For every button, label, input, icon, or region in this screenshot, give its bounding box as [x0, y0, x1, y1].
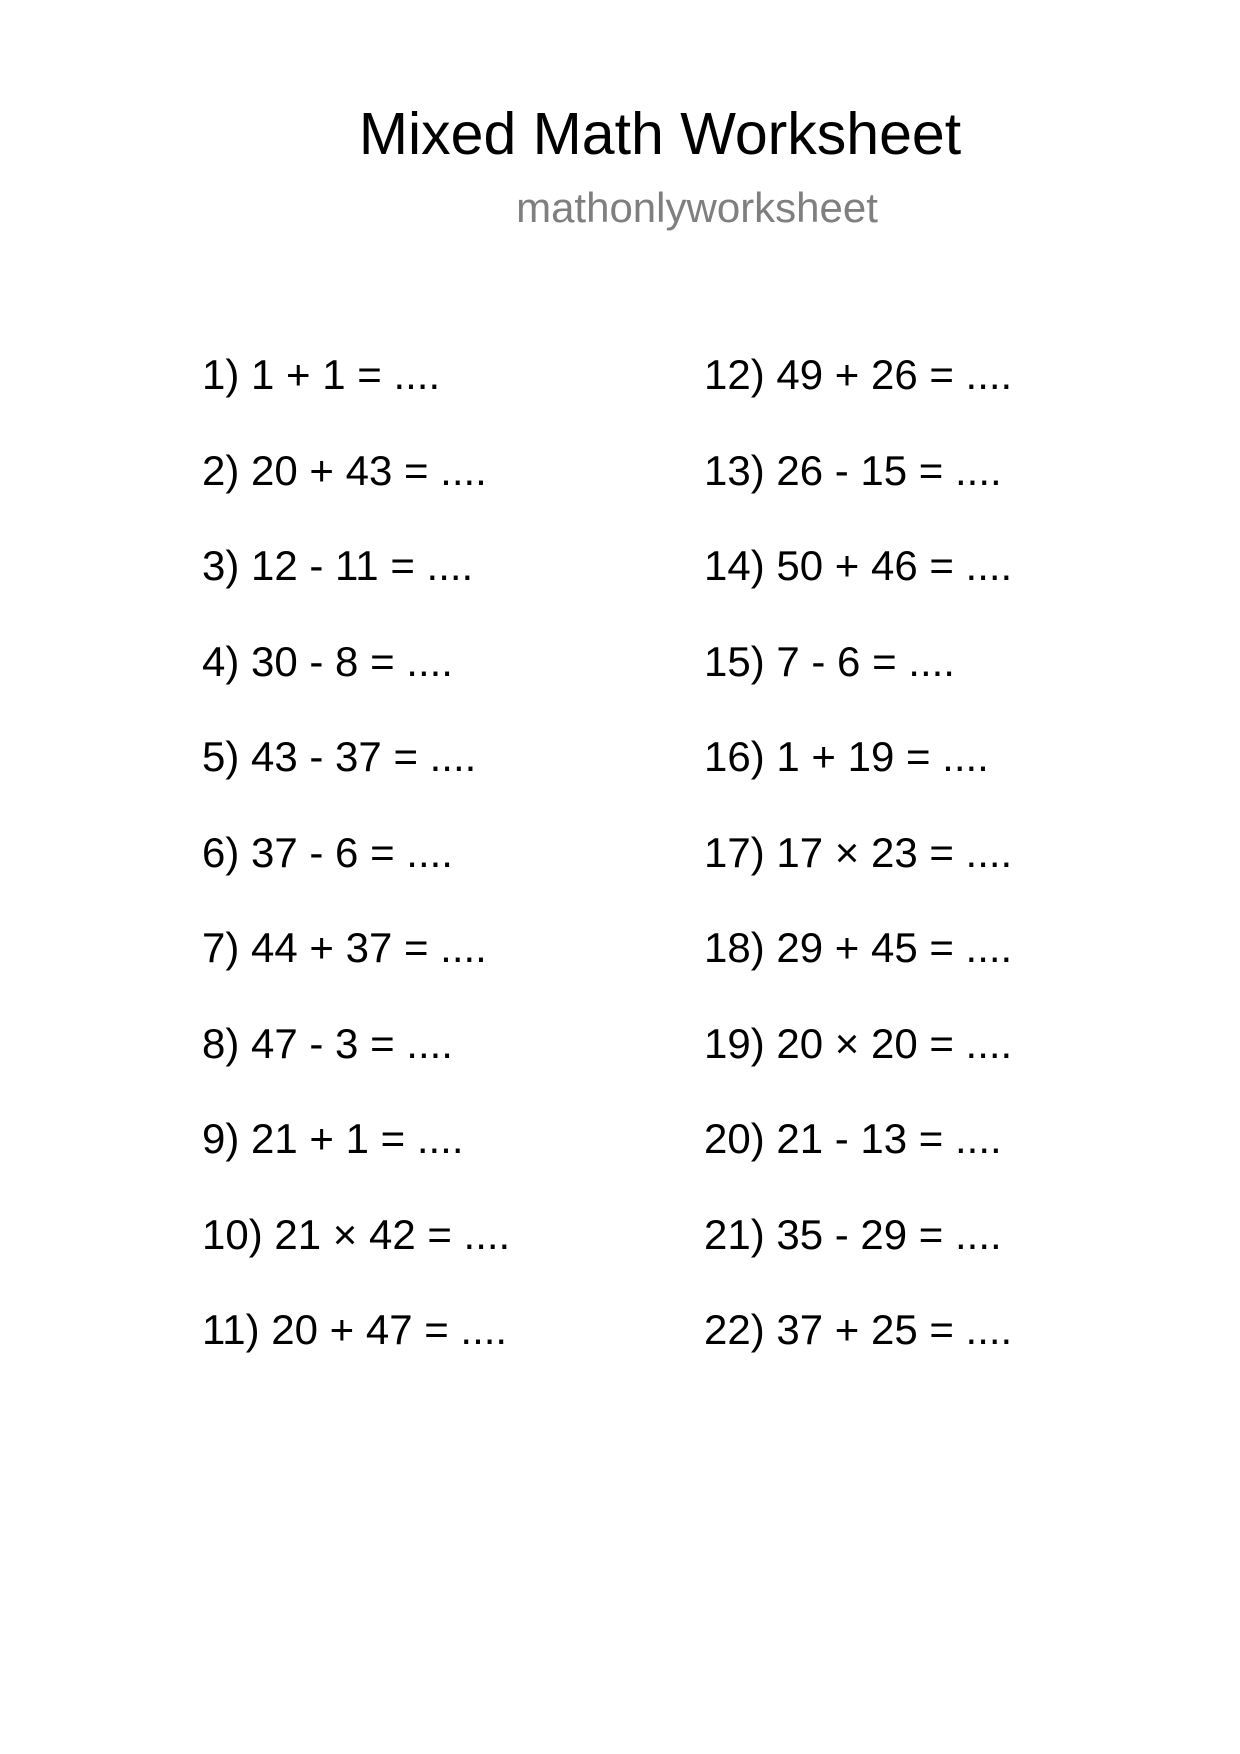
- problem-item: 13) 26 - 15 = ....: [704, 446, 1002, 494]
- problem-item: 16) 1 + 19 = ....: [704, 733, 989, 780]
- problem-item: 12) 49 + 26 = ....: [704, 351, 1013, 398]
- problem-item: 1) 1 + 1 = ....: [202, 351, 441, 398]
- problem-item: 9) 21 + 1 = ....: [202, 1115, 464, 1162]
- problem-item: 10) 21 × 42 = ....: [202, 1210, 511, 1258]
- problem-item: 14) 50 + 46 = ....: [704, 542, 1013, 589]
- problem-item: 2) 20 + 43 = ....: [202, 446, 487, 494]
- problem-item: 3) 12 - 11 = ....: [202, 542, 474, 589]
- problems-left-column: [202, 348, 510, 1399]
- problem-item: 19) 20 × 20 = ....: [704, 1019, 1013, 1067]
- worksheet-subtitle: mathonlyworksheet: [516, 184, 878, 231]
- problem-item: 15) 7 - 6 = ....: [704, 637, 955, 685]
- problem-item: 6) 37 - 6 = ....: [202, 828, 453, 876]
- problem-item: 21) 35 - 29 = ....: [704, 1210, 1002, 1258]
- problem-item: 5) 43 - 37 = ....: [202, 733, 477, 780]
- worksheet-title: Mixed Math Worksheet: [358, 101, 962, 167]
- problem-item: 18) 29 + 45 = ....: [704, 924, 1013, 971]
- problem-item: 17) 17 × 23 = ....: [704, 828, 1013, 876]
- problem-item: 22) 37 + 25 = ....: [704, 1306, 1013, 1353]
- problem-item: 4) 30 - 8 = ....: [202, 637, 453, 685]
- problems-right-column: [704, 348, 1012, 1399]
- problem-item: 8) 47 - 3 = ....: [202, 1019, 453, 1067]
- problem-item: 11) 20 + 47 = ....: [202, 1306, 508, 1353]
- problem-item: 7) 44 + 37 = ....: [202, 924, 487, 971]
- problem-item: 20) 21 - 13 = ....: [704, 1115, 1002, 1162]
